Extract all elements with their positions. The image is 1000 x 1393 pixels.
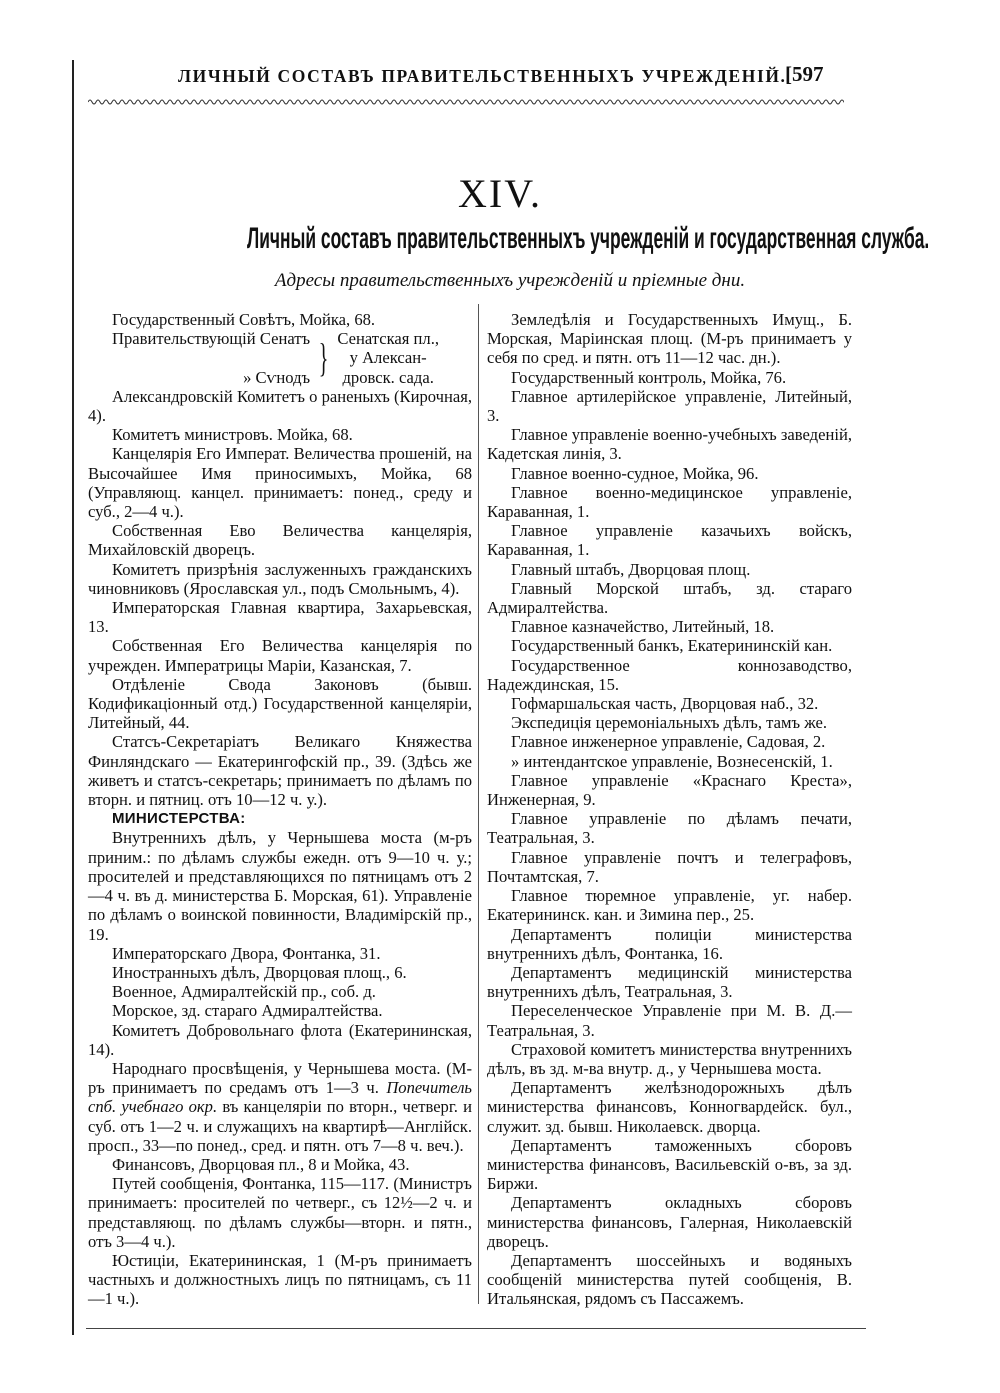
entry-finland-secretariat: Статсъ-Секретаріатъ Великаго Княжества Финляндскаго — Екатерингофскій пр., 39. (Здѣсь же живетъ и статсъ-секретарь; принимаетъ по дѣламъ по вторн. и пятниц. отъ 10—12 ч. у.). [88, 732, 472, 810]
education-trustee: Попечитель спб. учебнаго окр. [88, 1078, 472, 1117]
senate-address-line-2: у Алексан- [349, 348, 427, 368]
entry-red-cross: Главное управленіе «Краснаго Креста», Инженерная, 9. [487, 770, 852, 810]
entry-court-marshal: Гофмаршальская часть, Дворцовая наб., 32. [511, 694, 819, 714]
entry-insurance-committee: Страховой комитетъ министерства внутреннихъ дѣлъ, въ зд. м-ва внутр. д., у Чернышева моста. [487, 1039, 852, 1078]
entry-police-dept: Департаментъ полиціи министерства внутреннихъ дѣлъ, Фонтанка, 16. [487, 924, 852, 963]
entry-chancellery-petitions: Канцелярія Его Императ. Величества прошеній, на Высочайшее Имя приносимыхъ, Мойка, 68 (Управляющ. канцел. принимаетъ: понед., среду и суб., 2—4 ч.). [88, 444, 472, 522]
entry-military-medical: Главное военно-медицинское управленіе, Караванная, 1. [487, 482, 852, 522]
entry-press-affairs: Главное управленіе по дѣламъ печати, Театральная, 3. [487, 809, 852, 848]
entry-agriculture: Земледѣлія и Государственныхъ Имущ., Б. Морская, Маріинская площ. (М-ръ принимаетъ у себя по сред. и пятн. отъ 11—12 час. дн.). [487, 310, 852, 368]
entry-officials-committee: Комитетъ призрѣнія заслуженныхъ гражданскихъ чиновниковъ (Ярославская ул., подъ Смольнымъ, 4). [88, 559, 472, 598]
synod-name: » Сѵнодъ [243, 367, 311, 387]
entry-alexander-committee: Александровскій Комитетъ о раненыхъ (Кирочная, 4). [88, 386, 472, 426]
entry-prison-dept: Главное тюремное управленіе, уг. набер. Екатерининск. кан. и Зимина пер., 25. [487, 886, 852, 925]
entry-medical-dept: Департаментъ медицинскій министерства внутреннихъ дѣлъ, Театральная, 3. [487, 962, 852, 1002]
entry-naval-staff: Главный Морской штабъ, зд. стараго Адмиралтейства. [487, 578, 852, 618]
entry-committee-ministers: Комитетъ министровъ. Мойка, 68. [112, 425, 353, 445]
entry-engineering-dept: Главное инженерное управленіе, Садовая, 2. [511, 732, 826, 752]
right-column [487, 310, 852, 1309]
chapter-title [0, 218, 1000, 260]
senate-address-line-3: дровск. сада. [342, 367, 434, 387]
education-text-1: Народнаго просвѣщенія, у Чернышева моста. (М-ръ принимаетъ по средамъ отъ 1—3 ч. [88, 1058, 472, 1098]
entry-foreign-affairs: Иностранныхъ дѣлъ, Дворцовая площ., 6. [112, 962, 407, 982]
entry-highways-waterways: Департаментъ шоссейныхъ и водяныхъ сообщеній министерства путей сообщенія, В. Итальянская, рядомъ съ Пассажемъ. [487, 1250, 852, 1309]
entry-imperial-court: Императорскаго Двора, Фонтанка, 31. [112, 943, 381, 963]
entry-justice-ministry: Юстиціи, Екатерининская, 1 (М-ръ принимаетъ частныхъ и должностныхъ лицъ по пятницамъ, съ 11—1 ч.). [88, 1250, 472, 1309]
entry-quartermaster-dept: » интендантское управленіе, Вознесенскій, 1. [511, 751, 833, 771]
entry-ceremonial-affairs: Экспедиція церемоніальныхъ дѣлъ, тамъ же. [511, 713, 827, 733]
entry-code-of-laws-dept: Отдѣленіе Свода Законовъ (бывш. Кодификаціонный отд.) Государственной канцеляріи, Литейный, 44. [88, 674, 472, 733]
entry-railway-affairs: Департаментъ желѣзнодорожныхъ дѣлъ министерства финансовъ, Конногвардейск. бул., служит. зд. бывш. Николаевск. дворца. [487, 1078, 852, 1136]
entry-senate-synod [88, 329, 472, 387]
chapter-number: XIV. [458, 171, 542, 216]
entry-general-staff: Главный штабъ, Дворцовая площ. [511, 559, 751, 579]
running-title: ЛИЧНЫЙ СОСТАВЪ ПРАВИТЕЛЬСТВЕННЫХЪ УЧРЕЖДЕНІЙ. [178, 66, 787, 86]
entry-interior-ministry: Внутреннихъ дѣлъ, у Чернышева моста (м-ръ приним.: по дѣламъ службы ежедн. отъ 9—10 ч. у.; просителей и представляющихся по пятницамъ отъ 2—4 ч. въ д. министерства Б. Морская, 61). Управленіе по дѣламъ о воинской повинности, Владимірскій пр., 19. [88, 828, 472, 944]
entry-finance-ministry: Финансовъ, Дворцовая пл., 8 и Мойка, 43. [112, 1154, 410, 1174]
header-wavy-rule [88, 96, 844, 108]
left-column [88, 310, 472, 1309]
entry-imperial-headquarters: Императорская Главная квартира, Захарьевская, 13. [88, 598, 472, 637]
entry-treasury: Главное казначейство, Литейный, 18. [511, 617, 775, 637]
entry-navy-ministry: Морское, зд. стараго Адмиралтейства. [112, 1001, 383, 1021]
entry-cossack-troops: Главное управленіе казачьихъ войскъ, Караванная, 1. [487, 521, 852, 560]
entry-education-ministry [88, 1059, 472, 1155]
section-heading-ministries: МИНИСТЕРСТВА: [112, 810, 246, 828]
entry-military-judicial: Главное военно-судное, Мойка, 96. [511, 463, 759, 483]
entry-horse-breeding: Государственное коннозаводство, Надеждинская, 15. [487, 655, 852, 694]
chapter-title-text: Личный составъ правительственныхъ учрежденій и государственная служба. [247, 222, 930, 255]
senate-synod-address [337, 329, 439, 387]
entry-resettlement: Переселенческое Управленіе при М. В. Д.— Театральная, 3. [487, 1001, 852, 1040]
entry-state-bank: Государственный банкъ, Екатерининскій кан. [511, 636, 833, 656]
senate-address-line-1: Сенатская пл., [337, 329, 439, 349]
entry-customs: Департаментъ таможенныхъ сборовъ министерства финансовъ, Васильевскій о-въ, за зд. Биржи. [487, 1135, 852, 1194]
brace-icon: } [318, 335, 329, 380]
education-text-2: въ канцеляріи по вторн., четверг. и суб. отъ 1—2 ч. и служащихъ на квартирѣ—Англійск. просп., 33—по понед., сред. и пятн. отъ 7—8 ч. веч.). [88, 1097, 473, 1155]
entry-military-schools-dept: Главное управленіе военно-учебныхъ заведеній, Кадетская линія, 3. [487, 425, 852, 464]
page-number: [597 [785, 62, 824, 86]
column-divider [478, 304, 479, 1304]
entry-railways-ministry: Путей сообщенія, Фонтанка, 115—117. (Министръ принимаетъ: просителей по четверг., съ 12½—2 ч. и представляющ. по дѣламъ службы—вторн. и пятн., отъ 3—4 ч.). [88, 1174, 472, 1251]
entry-state-control: Государственный контроль, Мойка, 76. [511, 367, 787, 387]
entry-volunteer-fleet: Комитетъ Добровольнаго флота (Екатерининская, 14). [88, 1020, 472, 1059]
entry-posts-telegraphs: Главное управленіе почтъ и телеграфовъ, Почтамтская, 7. [487, 847, 852, 886]
entry-direct-taxes: Департаментъ окладныхъ сборовъ министерства финансовъ, Галерная, Николаевскій дворецъ. [487, 1193, 852, 1251]
running-header [178, 62, 828, 92]
page-frame-bottom-rule [86, 1328, 866, 1329]
entry-war-ministry: Военное, Адмиралтейскій пр., соб. д. [112, 982, 376, 1002]
chapter-subtitle: Адресы правительственныхъ учрежденій и пріемные дни. [274, 270, 746, 291]
entry-state-council: Государственный Совѣтъ, Мойка, 68. [112, 310, 376, 329]
senate-synod-names [88, 329, 310, 386]
entry-artillery-dept: Главное артилерійское управленіе, Литейный, 3. [487, 386, 852, 426]
entry-empress-maria-chancellery: Собственная Его Величества канцелярія по учрежден. Императрицы Маріи, Казанская, 7. [88, 636, 472, 675]
entry-own-chancellery: Собственная Ево Величества канцелярія, Михайловскій дворецъ. [88, 521, 472, 560]
senate-name: Правительствующій Сенатъ [112, 329, 311, 349]
